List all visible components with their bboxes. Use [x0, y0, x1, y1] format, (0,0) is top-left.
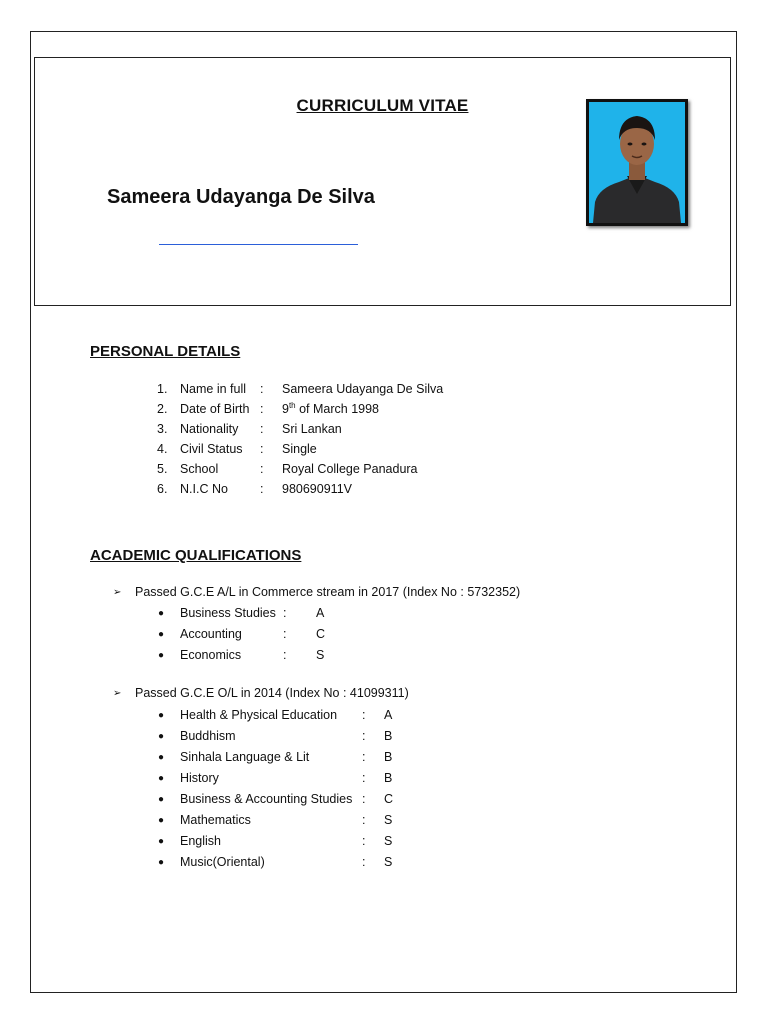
subject-grade: A: [316, 606, 325, 620]
personal-detail-row: [0, 439, 768, 459]
subject-colon: :: [362, 708, 366, 722]
personal-detail-row: [0, 459, 768, 479]
subject-name: Sinhala Language & Lit: [180, 750, 310, 764]
bullet-icon: ●: [158, 752, 165, 763]
subject-grade: C: [316, 627, 326, 641]
item-label: Name in full: [180, 382, 246, 396]
item-colon: :: [260, 442, 264, 456]
item-value: Sameera Udayanga De Silva: [282, 382, 444, 396]
value-ordinal: th: [288, 400, 296, 410]
academic-qualifications-heading: ACADEMIC QUALIFICATIONS: [90, 547, 302, 564]
arrow-bullet-icon: ➢: [113, 688, 122, 699]
subject-colon: :: [362, 750, 366, 764]
subject-row: [0, 768, 768, 789]
personal-detail-row: [0, 379, 768, 399]
item-colon: :: [260, 382, 264, 396]
subject-name: Music(Oriental): [180, 855, 265, 869]
subject-grade: S: [384, 813, 393, 827]
bullet-icon: ●: [158, 773, 165, 784]
item-colon: :: [260, 402, 264, 416]
bullet-icon: ●: [158, 629, 165, 640]
subject-name: History: [180, 771, 219, 785]
subject-grade: C: [384, 792, 394, 806]
bullet-icon: ●: [158, 731, 165, 742]
subject-colon: :: [283, 627, 287, 641]
subject-colon: :: [362, 834, 366, 848]
subject-colon: :: [362, 729, 366, 743]
item-value: Sri Lankan: [282, 422, 342, 436]
profile-photo: [586, 99, 688, 226]
subject-colon: :: [283, 648, 287, 662]
ol-exam-text: Passed G.C.E O/L in 2014 (Index No : 41099311): [135, 686, 409, 700]
personal-detail-row: [0, 399, 768, 419]
subject-name: Mathematics: [180, 813, 251, 827]
arrow-bullet-icon: ➢: [113, 587, 122, 598]
bullet-icon: ●: [158, 794, 165, 805]
bullet-icon: ●: [158, 836, 165, 847]
item-number: 6.: [157, 482, 168, 496]
subject-row: [0, 789, 768, 810]
subject-name: Buddhism: [180, 729, 236, 743]
item-label: N.I.C No: [180, 482, 228, 496]
subject-row: [0, 705, 768, 726]
subject-name: Health & Physical Education: [180, 708, 338, 722]
subject-grade: S: [316, 648, 325, 662]
subject-row: [0, 852, 768, 873]
item-label: Nationality: [180, 422, 239, 436]
item-value: Single: [282, 442, 317, 456]
subject-name: Economics: [180, 648, 242, 662]
value-rest: of March 1998: [295, 402, 380, 416]
item-number: 1.: [157, 382, 168, 396]
subject-grade: S: [384, 834, 393, 848]
al-exam-text: Passed G.C.E A/L in Commerce stream in 2017 (Index No : 5732352): [135, 585, 521, 599]
person-portrait-icon: [589, 102, 685, 223]
item-label: Civil Status: [180, 442, 243, 456]
item-number: 3.: [157, 422, 168, 436]
value-day: 9: [282, 402, 289, 416]
subject-row: [0, 726, 768, 747]
personal-detail-row: [0, 419, 768, 439]
item-value: 980690911V: [282, 482, 352, 496]
subject-colon: :: [283, 606, 287, 620]
item-label: School: [180, 462, 219, 476]
subject-grade: A: [384, 708, 393, 722]
subject-colon: :: [362, 813, 366, 827]
bullet-icon: ●: [158, 815, 165, 826]
subject-row: [0, 624, 768, 645]
candidate-name: Sameera Udayanga De Silva: [107, 186, 375, 208]
subject-grade: B: [384, 771, 393, 785]
cv-title: CURRICULUM VITAE: [296, 96, 469, 115]
subject-row: [0, 603, 768, 624]
subject-grade: B: [384, 729, 393, 743]
personal-details-heading: PERSONAL DETAILS: [90, 343, 241, 360]
bullet-icon: ●: [158, 857, 165, 868]
subject-row: [0, 645, 768, 666]
subject-row: [0, 810, 768, 831]
subject-name: English: [180, 834, 221, 848]
bullet-icon: ●: [158, 710, 165, 721]
item-colon: :: [260, 422, 264, 436]
item-number: 2.: [157, 402, 168, 416]
item-value: [282, 399, 379, 419]
subject-grade: S: [384, 855, 393, 869]
subject-row: [0, 747, 768, 768]
item-number: 5.: [157, 462, 168, 476]
subject-row: [0, 831, 768, 852]
subject-grade: B: [384, 750, 393, 764]
subject-name: Business & Accounting Studies: [180, 792, 353, 806]
item-number: 4.: [157, 442, 168, 456]
subject-name: Business Studies: [180, 606, 276, 620]
bullet-icon: ●: [158, 608, 165, 619]
subject-name: Accounting: [180, 627, 242, 641]
subject-colon: :: [362, 771, 366, 785]
item-label: Date of Birth: [180, 402, 250, 416]
email-link-underline[interactable]: [159, 244, 358, 245]
bullet-icon: ●: [158, 650, 165, 661]
subject-colon: :: [362, 792, 366, 806]
item-colon: :: [260, 462, 264, 476]
item-colon: :: [260, 482, 264, 496]
subject-colon: :: [362, 855, 366, 869]
personal-detail-row: [0, 479, 768, 499]
item-value: Royal College Panadura: [282, 462, 418, 476]
